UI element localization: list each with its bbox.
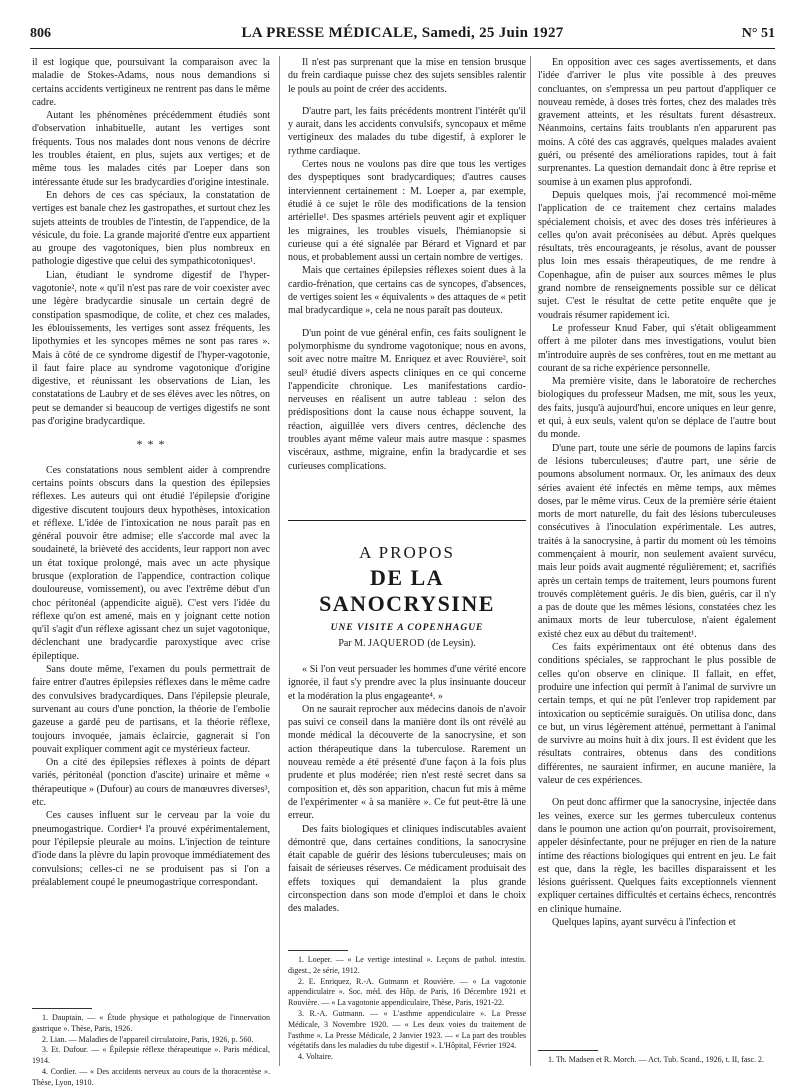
paragraph: Le professeur Knud Faber, qui s'était obligeamment offert à me piloter dans mes investigations, voulut bien m'introduire auprès de ses confrères, tout en me mettant au courant de sa riche expérience personnelle. (538, 322, 776, 374)
page-header (30, 22, 775, 49)
spacer (288, 96, 526, 105)
footnote: 2. Lian. — Maladies de l'appareil circulatoire, Paris, 1926, p. 560. (42, 1034, 254, 1044)
paragraph: Lian, étudiant le syndrome digestif de l'hyper-vagotonie², note « qu'il n'est pas rare de voir coexister avec une légère bradycardie sinusale un certain degré de constipation spasmodique, de colite, et chez ces malades, les éblouissements, les vertiges sont assez fréquents, les lipothymies et les syncopes mêmes ne sont pas rares ». Mais à côté de ce syndrome digestif de l'hyper-vagotonie, il faut faire place au syndrome vagotonique d'origine digestive, et réunissant les observations de Lian, les constatations de Laubry et de ses élèves avec les nôtres, on peut se demander si beaucoup de vertiges digestifs ne sont pas d'origine bradycardique. (32, 269, 270, 428)
paragraph: Mais que certaines épilepsies réflexes soient dues à la cardio-frénation, que certains cas de syncopes, d'absences, de vertiges soient les « équivalents » des attaques de « petit mal bradycardique », cela ne nous paraît pas douteux. (288, 265, 526, 317)
footnote: 3. R.-A. Gutmann. — « L'asthme appendiculaire ». La Presse Médicale, 3 Novembre 1920. — « Les deux voies du traitement de l'asthme ». La Presse Médicale, 2 Janvier 1923. — « La part des troubles végétatifs dans les maladies du tube digestif ». L'Hôpital, Février 1924. (288, 1008, 526, 1051)
paragraph: « Si l'on veut persuader les hommes d'une vérité encore ignorée, il faut s'y prendre avec la plus insinuante douceur et la modération la plus engageante⁴. » (288, 664, 526, 702)
paragraph: D'autre part, les faits précédents montrent l'intérêt qu'il y aurait, dans les accidents convulsifs, syncopaux et même vertigineux des malades du tube digestif, à explorer le rythme cardiaque. (288, 105, 526, 157)
paragraph: il est logique que, poursuivant la comparaison avec la maladie de Stokes-Adams, nous nous demandions si certains accidents vertigineux ne rentrent pas dans le même cadre. (32, 57, 270, 108)
paragraph: Ces faits expérimentaux ont été obtenus dans des conditions spéciales, se rapprochant le plus possible de celles qu'on observe en clinique. Il fallait, en effet, produire une infection qui permît à l'animal de survivre un certain temps, et qui ne pût l'enlever trop rapidement par intoxication ou septicémie suraiguës. On utilisa donc, dans ce but, un virus légèrement atténué, permettant à l'animal de survivre au moins huit à dix jours. Il est évident que les résultats contraires, obtenus dans des conditions différentes, ne sauraient infirmer, en aucune manière, la valeur de ces expériences. (538, 642, 776, 787)
column-divider-left (279, 56, 280, 1066)
paragraph: En opposition avec ces sages avertissements, et dans l'idée d'arriver le plus vite possible à des preuves concluantes, on s'empressa un peu partout d'appliquer ce nouveau remède, à doses très fortes, chez des malades très gravement atteints, et les résultats furent désastreux. Néanmoins, certains faits troublants n'en apparurent pas moins. A côté des cas aggravés, quelques malades avaient guéri, ou présenté des améliorations rapides, tout à fait surprenantes. La question demandait donc à être reprise et soumise à un examen plus approfondi. (538, 57, 776, 188)
footnote: 1. Th. Madsen et R. Morch. — Act. Tub. Scand., 1926, t. II, fasc. 2. (548, 1055, 765, 1064)
column-divider-right (530, 56, 531, 1066)
paragraph: Depuis quelques mois, j'ai recommencé moi-même l'application de ce traitement chez certains malades spécialement choisis, et avec des doses très inférieures à celles qu'on avait préconisées au début. Après quelques résultats, très encourageants, je résolus, avant de pousser plus loin mes essais thérapeutiques, de me rendre à Copenhague, afin de puiser aux sources mêmes le plus grand nombre de renseignements possible sur ce délicat sujet. C'est le résultat de cette petite enquête que je voudrais résumer rapidement ici. (538, 189, 776, 321)
article-body (288, 663, 526, 916)
paragraph: Autant les phénomènes précédemment étudiés sont d'observation inhabituelle, autant les vertiges sont fréquents. Tous nos malades dont nous venons de décrire les troubles étaient, en plus, sujets aux vertiges; et de même tous les malades cités par Loeper dans son intéressante étude sur les bradycardies d'origine intestinale. (32, 110, 270, 188)
footnote: 4. Voltaire. (298, 1052, 334, 1062)
footnote: 1. Loeper. — « Le vertige intestinal ». Leçons de pathol. intestin. digest., 2e série, 1912. (288, 955, 526, 975)
paragraph: On ne saurait reprocher aux médecins danois de n'avoir pas suivi ce conseil dans la manière dont ils ont révélé au monde médical la découverte de la sanocrysine, et son action thérapeutique dans la tuberculose. Rarement un nouveau remède a été présenté d'une façon à la fois plus prudente et plus modérée; rien n'est resté secret dans sa composition et, dès son apparition, chacun fut mis à même de l'expérimenter « à sa manière ». Ce fut peut-être là une erreur. (288, 703, 526, 822)
article-top-rule (288, 520, 526, 521)
column-2 (288, 56, 526, 473)
footnote-rule (538, 1050, 598, 1051)
footnotes-col3 (538, 1050, 776, 1066)
journal-name: LA PRESSE MÉDICALE, (241, 25, 418, 41)
sanocrysine-article (288, 520, 526, 916)
article-byline (288, 638, 526, 649)
paragraph: On peut donc affirmer que la sanocrysine, injectée dans les veines, exerce sur les germes tuberculeux contenus dans le poumon une action qu'on pourrait, provisoirement, appeler désinfectante, pour ne préjuger en rien de la nature intime des réactions biologiques qui entrent en jeu. Le fait est que, dans la règle, les bacilles disparaissent et les lésions guérissent. Quelques faits exceptionnels viennent expliquer certaines difficultés et certains échecs, rencontrés en clinique humaine. (538, 797, 776, 915)
footnote-rule (288, 950, 348, 951)
paragraph: Sans doute même, l'examen du pouls permettrait de faire entrer d'autres épilepsies réflexes dans le même cadre des convulsives bradycardiques. Dans l'épilepsie pleurale, survenant au cours d'une ponction, la théorie de l'embolie gazeuse a gardé peu de partisans, et la théorie réflexe, toujours invoquée, jamais éclaircie, gagnerait si l'on pouvait expliquer comment agit ce mystérieux facteur. (32, 664, 270, 755)
article-title: DE LA SANOCRYSINE (319, 565, 495, 616)
paragraph: Quelques lapins, ayant survécu à l'infection et (552, 917, 736, 928)
paragraph: D'un point de vue général enfin, ces faits soulignent le polymorphisme du syndrome vagotonique; nous en avons, soit avec notre maître M. Enriquez et avec Rouvière², soit seul³ étudié divers aspects cliniques en ce qui concerne l'appendicite chronique. Les manifestations cardio-nerveuses en réalisent un autre tableau : selon des prédispositions dont la cause nous échappe souvent, la réaction, aiguillée vers divers centres, déclenche des troubles ayant même valeur mais autre masque : spasmes viscéraux, asthme, migraine, enfin la bradycardie et ses curieuses complications. (288, 327, 526, 472)
paragraph: Certes nous ne voulons pas dire que tous les vertiges des dyspeptiques sont bradycardiques; d'autres causes interviennent certainement : M. Loeper a, par exemple, étudié à ce sujet le rôle des modifications de la tension artérielle¹. Des spasmes artériels peuvent agir et expliquer les migraines, les troubles visuels, l'hémianopsie si curieuse qui a été signalée par Bérard et Vignard et par nous, et probablement aussi un certain nombre de vertiges. (288, 159, 526, 264)
spacer (288, 318, 526, 327)
issue-date: Samedi, 25 Juin 1927 (421, 25, 564, 41)
section-asterism: * * * (136, 437, 166, 452)
footnote: 2. E. Enriquez, R.-A. Gutmann et Rouvière. — « La vagotonie appendiculaire ». Soc. méd. des Hôp. de Paris, 16 Décembre 1921 et Rouvière. — « La vagotonie appendiculaire, Thèse, Paris, 1921-22. (288, 976, 526, 1008)
article-subtitle: UNE VISITE A COPENHAGUE (330, 623, 484, 633)
spacer (538, 787, 776, 796)
author-name: JAQUEROD (368, 638, 425, 649)
paragraph: Des faits biologiques et cliniques indiscutables avaient démontré que, dans certaines conditions, la sanocrysine était capable de guérir des lésions tuberculeuses; mais on faisait de sérieuses réserves. Ce médicament produisait des effets toxiques qui demandaient la plus grande circonspection dans son mode d'emploi et dans le choix des malades. (288, 823, 526, 915)
paragraph: Il n'est pas surprenant que la mise en tension brusque du frein cardiaque puisse chez des sujets sensibles ralentir le pouls au point de créer des accidents. (288, 57, 526, 95)
issue-number: N° 51 (741, 26, 775, 41)
page-number: 806 (30, 26, 51, 41)
paragraph: En dehors de ces cas spéciaux, la constatation de vertiges est banale chez les gastropathes, et surtout chez les sujets atteints de troubles de l'intestin, de l'appendice, de la vésicule, du foie. La grande majorité d'entre eux appartient au groupe des vagotoniques, bien plus nombreux en pathologie digestive que celui des sympathicotoniques¹. (32, 189, 270, 268)
footnotes-col2 (288, 950, 526, 1063)
author-affiliation: (de Leysin). (427, 638, 476, 649)
paragraph: Ces causes influent sur le cerveau par la voie du pneumogastrique. Cordier⁴ l'a prouvé expérimentalement, pour l'épilepsie pleurale au moins. L'injection de teinture d'iode dans la plèvre du lapin provoque immédiatement des convulsions; celles-ci ne se produisent pas si l'on a préalablement coupé le pneumogastrique correspondant. (32, 810, 270, 888)
article-kicker: A PROPOS (359, 543, 455, 562)
byline-prefix: Par M. (338, 638, 366, 649)
footnote: 1. Dauptain. — « Étude physique et pathologique de l'innervation gastrique ». Thèse, Paris, 1926. (32, 1013, 270, 1033)
journal-title-line (30, 25, 775, 42)
column-3 (538, 56, 776, 929)
footnotes-col1 (32, 1008, 270, 1089)
paragraph: Ces constatations nous semblent aider à comprendre certains points obscurs dans la question des épilepsies réflexes. Les auteurs qui ont étudié l'épilepsie d'origine digestive discutent toujours deux hypothèses, intoxication et réflexe. L'idée de l'intoxication ne nous paraît pas en général pouvoir être admise; elle s'accorde mal avec la soudaineté, la brièveté des accidents, leur rapport non avec un état toxique prolongé, mais avec un acte physique brusque (exploration de l'appendice, contraction colique douloureuse, vomissement), ou avec l'extrême début d'un choc péritonéal (appendicite aiguë). C'est vers l'idée du réflexe qu'on est amené, mais en y joignant cette notion qu'il s'agit d'un réflexe agissant chez un sujet vagotonique, déclenchant une bradycardie paroxystique avec crise épileptique. (32, 464, 270, 662)
paragraph: On a cité des épilepsies réflexes à points de départ variés, péritonéal (ponction d'ascite) urinaire et même « thérapeutique » (Dufour) au cours de manœuvres diverses³, etc. (32, 757, 270, 809)
footnote-rule (32, 1008, 92, 1009)
paragraph: D'une part, toute une série de poumons de lapins farcis de lésions tuberculeuses; d'autre part, une série de poumons absolument normaux. Or, les animaux des deux séries avaient été infectés en même temps, aux mêmes doses, par le même virus. Ceux de la première série étaient morts de mort naturelle, du fait des lésions tuberculeuses consécutives à l'inoculation expérimentale. Les autres, traités à la sanocrysine, à partir du moment où les témoins commençaient à mourir, non seulement avaient survécu, mais leur poids avait augmenté régulièrement; et, sacrifiés après un certain temps de traitement, leurs poumons furent trouvés complètement guéris. Je dis bien, guéris, car il n'y a pas de doute que les mêmes lésions, constatées chez les animaux morts de leur tuberculose, n'aient également existé chez eux au début du traitement¹. (538, 442, 776, 640)
footnote: 3. Et. Dufour. — « Épilepsie réflexe thérapeutique ». Paris médical, 1914. (32, 1045, 270, 1066)
footnote: 4. Cordier. — « Des accidents nerveux au cours de la thoracentèse ». Thèse, Lyon, 1910. (32, 1066, 270, 1087)
paragraph: Ma première visite, dans le laboratoire de recherches biologiques du professeur Madsen, me mit, sous les yeux, des faits, jusqu'à aujourd'hui, encore uniques en leur genre, et qui, à eux seuls, valent qu'on se déplace de l'autre bout du monde. (538, 376, 776, 441)
column-1 (32, 56, 270, 889)
